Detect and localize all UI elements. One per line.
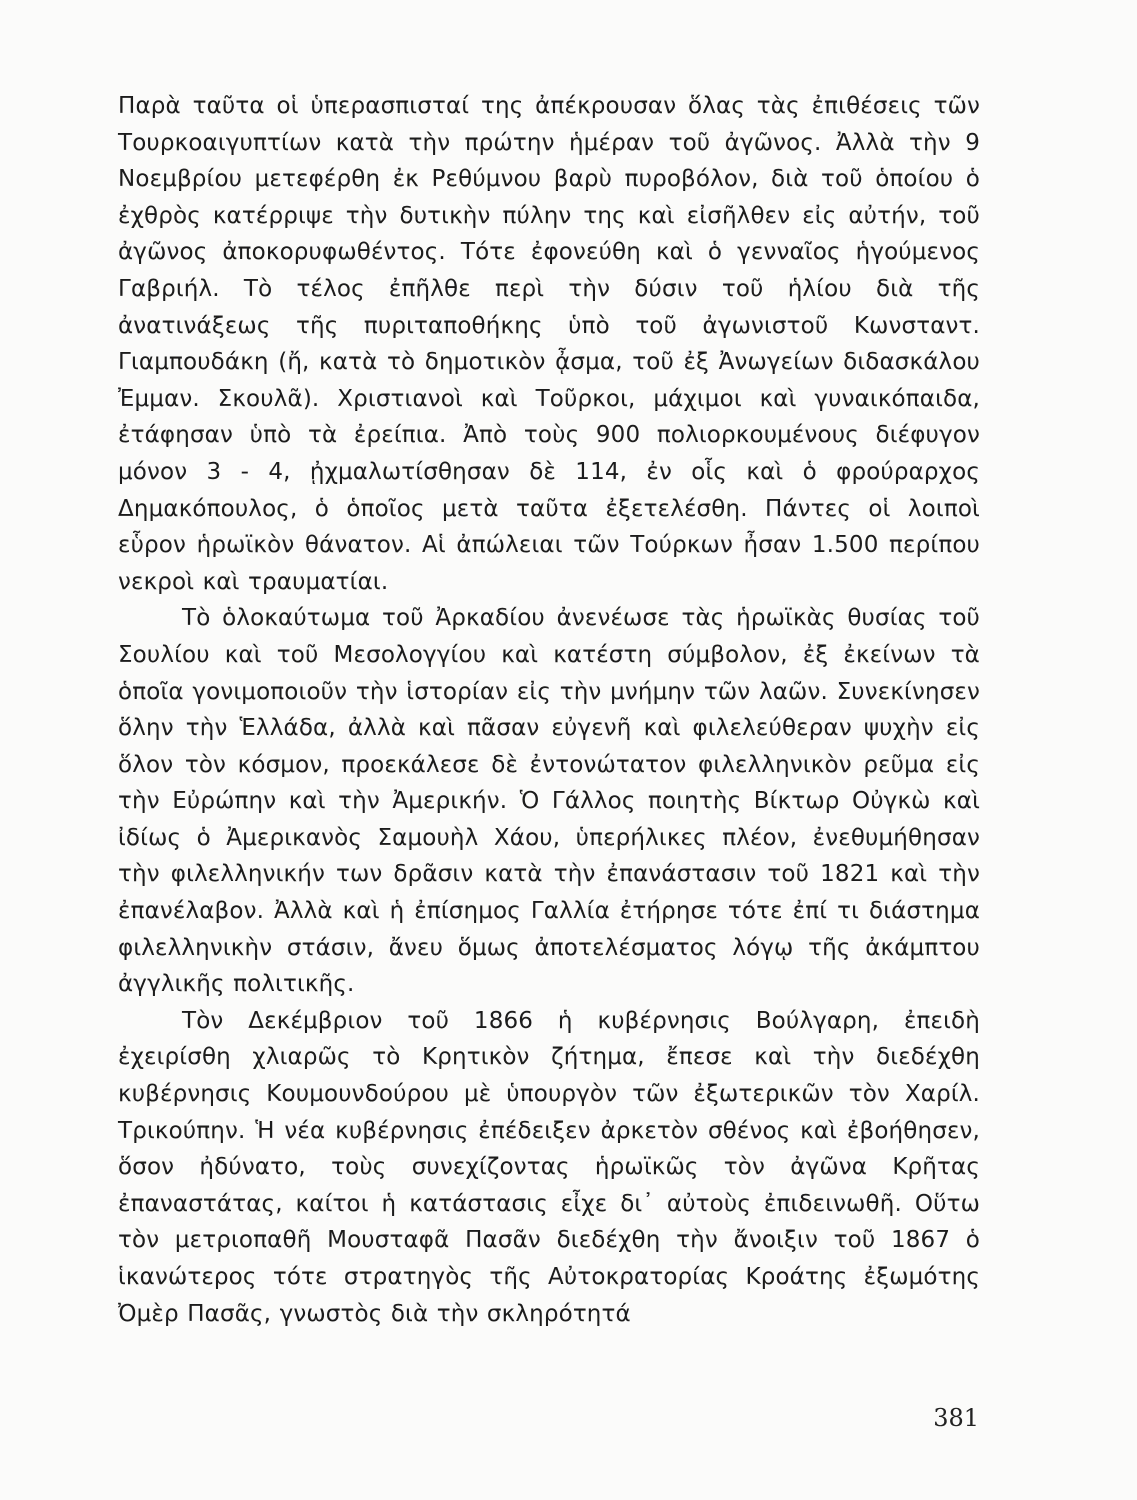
page-number: 381 bbox=[933, 1404, 979, 1432]
paragraph-2: Τὸ ὁλοκαύτωμα τοῦ Ἀρκαδίου ἀνενέωσε τὰς ἡρωϊκὰς θυσίας τοῦ Σουλίου καὶ τοῦ Μεσολογγίου καὶ κατέστη σύμβολον, ἐξ ἐκείνων τὰ ὁποῖα γονιμοποιοῦν τὴν ἱστορίαν εἰς τὴν μνήμην τῶν λαῶν. Συνεκίνησεν ὅλην τὴν Ἑλλάδα, ἀλλὰ καὶ πᾶσαν εὐγενῆ καὶ φιλελεύθεραν ψυχὴν εἰς ὅλον τὸν κόσμον, προεκάλεσε δὲ ἐντονώτατον φιλελληνικὸν ρεῦμα εἰς τὴν Εὐρώπην καὶ τὴν Ἀμερικήν. Ὁ Γάλλος ποιητὴς Βίκτωρ Οὐγκὼ καὶ ἰδίως ὁ Ἀμερικανὸς Σαμουὴλ Χάου, ὑπερήλικες πλέον, ἐνεθυμήθησαν τὴν φιλελληνικήν των δρᾶσιν κατὰ τὴν ἐπανάστασιν τοῦ 1821 καὶ τὴν ἐπανέλαβον. Ἀλλὰ καὶ ἡ ἐπίσημος Γαλλία ἐτήρησε τότε ἐπί τι διάστημα φιλελληνικὴν στάσιν, ἄνευ ὅμως ἀποτελέσματος λόγῳ τῆς ἀκάμπτου ἀγγλικῆς πολιτικῆς. bbox=[118, 605, 980, 998]
page-body bbox=[118, 88, 980, 1332]
paragraph-1: Παρὰ ταῦτα οἱ ὑπερασπισταί της ἀπέκρουσαν ὅλας τὰς ἐπιθέσεις τῶν Τουρκοαιγυπτίων κατὰ τὴν πρώτην ἡμέραν τοῦ ἀγῶνος. Ἀλλὰ τὴν 9 Νοεμβρίου μετεφέρθη ἐκ Ρεθύμνου βαρὺ πυροβόλον, διὰ τοῦ ὁποίου ὁ ἐχθρὸς κατέρριψε τὴν δυτικὴν πύλην της καὶ εἰσῆλθεν εἰς αὐτήν, τοῦ ἀγῶνος ἀποκορυφωθέντος. Τότε ἐφονεύθη καὶ ὁ γενναῖος ἡγούμενος Γαβριήλ. Τὸ τέλος ἐπῆλθε περὶ τὴν δύσιν τοῦ ἡλίου διὰ τῆς ἀνατινάξεως τῆς πυριταποθήκης ὑπὸ τοῦ ἀγωνιστοῦ Κωνσταντ. Γιαμπουδάκη (ἤ, κατὰ τὸ δημοτικὸν ᾆσμα, τοῦ ἐξ Ἀνωγείων διδασκάλου Ἐμμαν. Σκουλᾶ). Χριστιανοὶ καὶ Τοῦρκοι, μάχιμοι καὶ γυναικόπαιδα, ἐτάφησαν ὑπὸ τὰ ἐρείπια. Ἀπὸ τοὺς 900 πολιορκουμένους διέφυγον μόνον 3 - 4, ᾐχμαλωτίσθησαν δὲ 114, ἐν οἷς καὶ ὁ φρούραρχος Δημακόπουλος, ὁ ὁποῖος μετὰ ταῦτα ἐξετελέσθη. Πάντες οἱ λοιποὶ εὗρον ἡρωϊκὸν θάνατον. Αἱ ἀπώλειαι τῶν Τούρκων ἦσαν 1.500 περίπου νεκροὶ καὶ τραυματίαι. bbox=[118, 93, 980, 595]
paragraph-3: Τὸν Δεκέμβριον τοῦ 1866 ἡ κυβέρνησις Βούλγαρη, ἐπειδὴ ἐχειρίσθη χλιαρῶς τὸ Κρητικὸν ζήτημα, ἔπεσε καὶ τὴν διεδέχθη κυβέρνησις Κουμουνδούρου μὲ ὑπουργὸν τῶν ἐξωτερικῶν τὸν Χαρίλ. Τρικούπην. Ἡ νέα κυβέρνησις ἐπέδειξεν ἀρκετὸν σθένος καὶ ἐβοήθησεν, ὅσον ἠδύνατο, τοὺς συνεχίζοντας ἡρωϊκῶς τὸν ἀγῶνα Κρῆτας ἐπαναστάτας, καίτοι ἡ κατάστασις εἶχε δι᾽ αὐτοὺς ἐπιδεινωθῆ. Οὕτω τὸν μετριοπαθῆ Μουσταφᾶ Πασᾶν διεδέχθη τὴν ἄνοιξιν τοῦ 1867 ὁ ἱκανώτερος τότε στρατηγὸς τῆς Αὐτοκρατορίας Κροάτης ἐξωμότης Ὀμὲρ Πασᾶς, γνωστὸς διὰ τὴν σκληρότητά bbox=[118, 1007, 980, 1327]
